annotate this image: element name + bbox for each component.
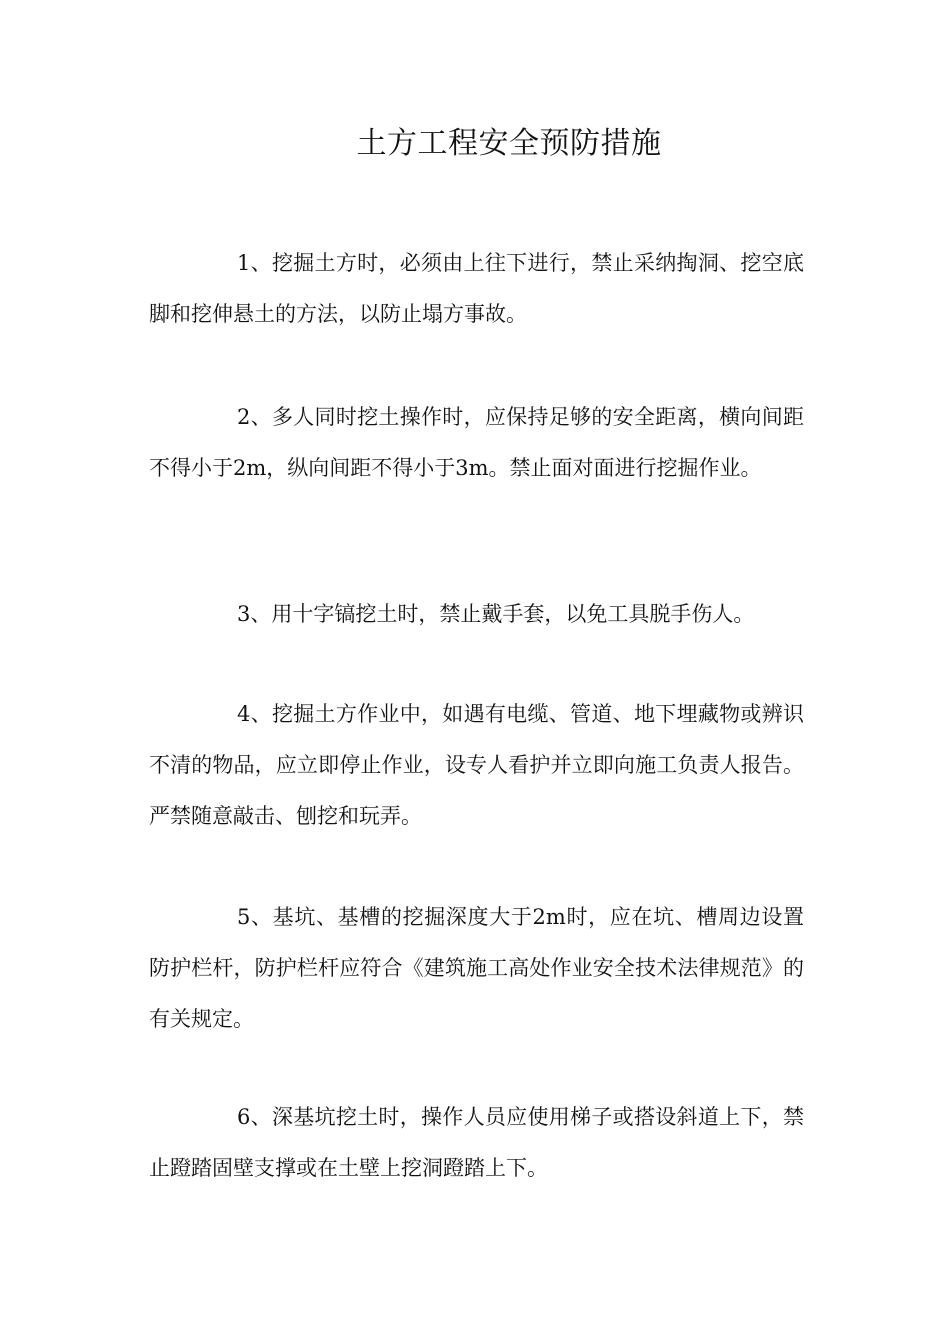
paragraph-6: 6、深基坑挖土时，操作人员应使用梯子或搭设斜道上下，禁止蹬踏固壁支撑或在土壁上挖洞蹬踏上下。 xyxy=(149,1105,804,1180)
paragraph-2: 2、多人同时挖土操作时，应保持足够的安全距离，横向间距不得小于2m，纵向间距不得小于3m。禁止面对面进行挖掘作业。 xyxy=(149,405,804,480)
paragraph-3: 3、用十字镐挖土时，禁止戴手套，以免工具脱手伤人。 xyxy=(237,602,755,626)
paragraph-5: 5、基坑、基槽的挖掘深度大于2m时，应在坑、槽周边设置防护栏杆，防护栏杆应符合《建筑施工高处作业安全技术法律规范》的有关规定。 xyxy=(149,905,804,1031)
paragraph-1: 1、挖掘土方时，必须由上往下进行，禁止采纳掏洞、挖空底脚和挖伸悬土的方法，以防止塌方事故。 xyxy=(149,251,804,326)
document-title: 土方工程安全预防措施 xyxy=(356,126,662,161)
paragraph-4: 4、挖掘土方作业中，如遇有电缆、管道、地下埋藏物或辨识不清的物品，应立即停止作业，设专人看护并立即向施工负责人报告。严禁随意敲击、刨挖和玩弄。 xyxy=(149,702,804,828)
